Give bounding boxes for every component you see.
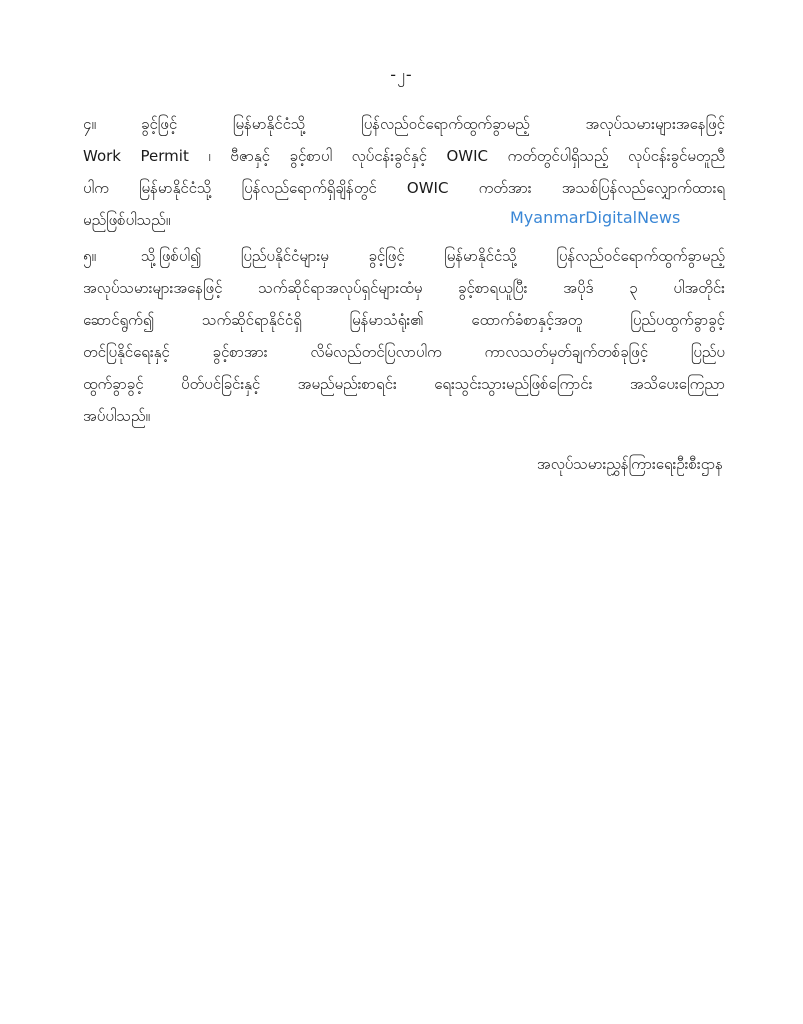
paragraph-number: ၄။	[83, 115, 96, 133]
paragraph-line: မည်ဖြစ်ပါသည်။	[83, 211, 171, 229]
paragraph-line: အလုပ်သမားများအနေဖြင့် သက်ဆိုင်ရာအလုပ်ရှင်များထံမှ ခွင့်စာရယူပြီး အပိုဒ် ၃ ပါအတိုင်း	[83, 279, 725, 297]
paragraph-line: ပါက မြန်မာနိုင်ငံသို့ ပြန်လည်ရောက်ရှိချိန်တွင် OWIC ကတ်အား အသစ်ပြန်လည်လျှောက်ထားရ	[83, 179, 725, 197]
paragraph-line	[83, 240, 725, 272]
paragraph-text: ခွင့်ဖြင့် မြန်မာနိုင်ငံသို့ ပြန်လည်ဝင်ရောက်ထွက်ခွာမည့် အလုပ်သမားများအနေဖြင့်	[141, 115, 725, 133]
paragraph-line: တင်ပြနိုင်ရေးနှင့် ခွင့်စာအား လိမ်လည်တင်ပြလာပါက ကာလသတ်မှတ်ချက်တစ်ခုဖြင့် ပြည်ပ	[83, 343, 725, 361]
paragraph-line	[83, 108, 725, 140]
paragraph-6	[83, 240, 725, 432]
paragraph-line: Work Permit ၊ ဗီဇာနှင့် ခွင့်စာပါ လုပ်ငန်းခွင်နှင့် OWIC ကတ်တွင်ပါရှိသည့် လုပ်ငန်းခွင်မတူညီ	[83, 147, 725, 165]
page-number: -၂-	[390, 65, 413, 84]
paragraph-number: ၅။	[83, 247, 96, 265]
paragraph-line: ဆောင်ရွက်၍ သက်ဆိုင်ရာနိုင်ငံရှိ မြန်မာသံရုံး၏ ထောက်ခံစာနှင့်အတူ ပြည်ပထွက်ခွာခွင့်	[83, 311, 725, 329]
paragraph-line: အပ်ပါသည်။	[83, 407, 151, 425]
paragraph-line: ထွက်ခွာခွင့် ပိတ်ပင်ခြင်းနှင့် အမည်မည်းစာရင်း ရေးသွင်းသွားမည်ဖြစ်ကြောင်း အသိပေးကြေညာ	[83, 375, 725, 393]
signature-department: အလုပ်သမားညွှန်ကြားရေးဦးစီးဌာန	[536, 455, 723, 473]
paragraph-text: သို့ဖြစ်ပါ၍ ပြည်ပနိုင်ငံများမှ ခွင့်ဖြင့် မြန်မာနိုင်ငံသို့ ပြန်လည်ဝင်ရောက်ထွက်ခွာမည့်	[141, 247, 725, 265]
watermark: MyanmarDigitalNews	[510, 208, 681, 227]
